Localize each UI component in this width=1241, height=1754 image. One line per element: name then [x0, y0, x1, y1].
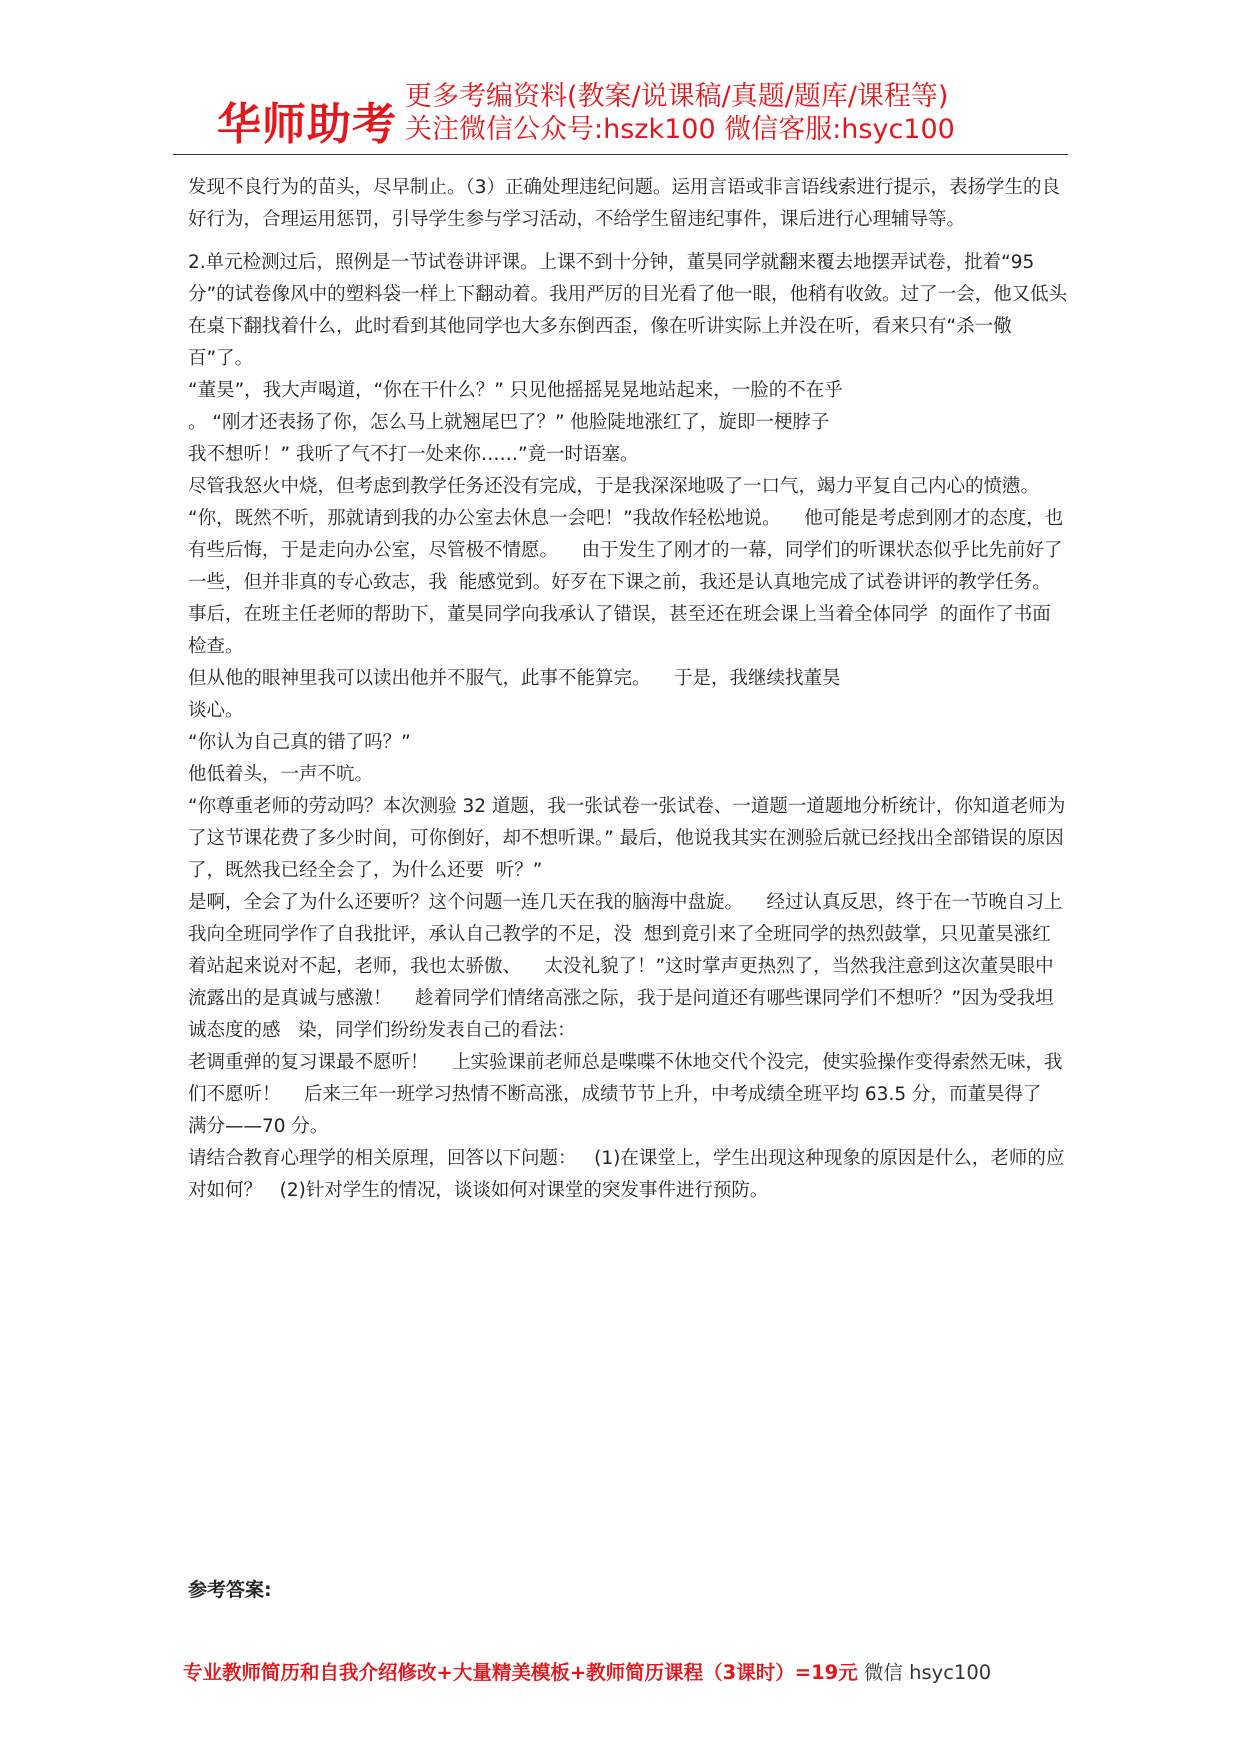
page-header — [205, 78, 1065, 158]
paragraph: 但从他的眼神里我可以读出他并不服气，此事不能算完。 于是，我继续找董昊 — [188, 668, 841, 689]
header-divider — [173, 154, 1068, 155]
question-paragraph: 2.单元检测过后，照例是一节试卷讲评课。上课不到十分钟，董昊同学就翻来覆去地摆弄试卷，批着“95 分”的试卷像风中的塑料袋一样上下翻动着。我用严厉的目光看了他一眼，他稍有收敛。过了一会，他又低头在桌下翻找着什么，此时看到其他同学也大多东倒西歪，像在听讲实际上并没在听，看来只有“杀一儆百”了。 — [188, 252, 1068, 369]
paragraph: “你认为自己真的错了吗？” — [188, 732, 411, 753]
paragraph: 。 “刚才还表扬了你，怎么马上就翘尾巴了？” 他脸陡地涨红了，旋即一梗脖子 — [188, 412, 830, 433]
paragraph: “你尊重老师的劳动吗？本次测验 32 道题，我一张试卷一张试卷、一道题一道题地分析统计，你知道老师为了这节课花费了多少时间，可你倒好，却不想听课。” 最后，他说我其实在测验后就已经找出全部错误的原因了，既然我已经全会了，为什么还要 听？” — [188, 796, 1066, 881]
paragraph: 我不想听！” 我听了气不打一处来你……”竟一时语塞。 — [188, 444, 639, 465]
paragraph: 谈心。 — [188, 700, 244, 721]
page-footer — [183, 1657, 991, 1685]
answer-label: 参考答案: — [188, 1579, 272, 1601]
paragraph: 尽管我怒火中烧，但考虑到教学任务还没有完成，于是我深深地吸了一口气，竭力平复自己内心的愤懑。 — [188, 476, 1040, 497]
footer-promo: 专业教师简历和自我介绍修改+大量精美模板+教师简历课程（3课时）=19元 — [183, 1661, 858, 1684]
paragraph: 他低着头，一声不吭。 — [188, 764, 374, 785]
document-body — [188, 172, 1075, 1207]
header-tagline — [405, 80, 955, 146]
paragraph: 老调重弹的复习课最不愿听！ 上实验课前老师总是喋喋不休地交代个没完，使实验操作变得索然无味，我们不愿听！ 后来三年一班学习热情不断高涨，成绩节节上升，中考成绩全班平均 63.5 分，而董昊得了 满分——70 分。 — [188, 1052, 1063, 1137]
tagline-line-1: 更多考编资料(教案/说课稿/真题/题库/课程等) — [405, 81, 949, 112]
question-prompt: 请结合教育心理学的相关原理，回答以下问题： (1)在课堂上，学生出现这种现象的原因是什么，老师的应对如何？ (2)针对学生的情况，谈谈如何对课堂的突发事件进行预防。 — [188, 1148, 1065, 1201]
paragraph: 是啊，全会了为什么还要听？这个问题一连几天在我的脑海中盘旋。 经过认真反思，终于在一节晚自习上我向全班同学作了自我批评，承认自己教学的不足，没 想到竟引来了全班同学的热烈鼓掌，只见董昊涨红着站起来说对不起，老师，我也太骄傲、 太没礼貌了！”这时掌声更热烈了，当然我注意到这次董昊眼中流露出的是真诚与感激！ 趁着同学们情绪高涨之际，我于是问道还有哪些课同学们不想听？”因为受我坦诚态度的感 染，同学们纷纷发表自己的看法： — [188, 892, 1063, 1041]
paragraph: “你，既然不听，那就请到我的办公室去休息一会吧！”我故作轻松地说。 他可能是考虑到刚才的态度，也有些后悔，于是走向办公室，尽管极不情愿。 由于发生了刚才的一幕，同学们的听课状态似乎比先前好了一些，但并非真的专心致志，我 能感觉到。好歹在下课之前，我还是认真地完成了试卷讲评的教学任务。 事后，在班主任老师的帮助下，董昊同学向我承认了错误，甚至还在班会课上当着全体同学 的面作了书面检查。 — [188, 508, 1075, 657]
footer-contact: 微信 hsyc100 — [857, 1661, 992, 1684]
tagline-line-2: 关注微信公众号:hszk100 微信客服:hsyc100 — [405, 114, 955, 145]
paragraph: 发现不良行为的苗头，尽早制止。（3）正确处理违纪问题。运用言语或非言语线索进行提示，表扬学生的良好行为，合理运用惩罚，引导学生参与学习活动，不给学生留违纪事件，课后进行心理辅导等。 — [188, 177, 1061, 230]
paragraph: “董昊”，我大声喝道，“你在干什么？” 只见他摇摇晃晃地站起来，一脸的不在乎 — [188, 380, 843, 401]
brand-logo: 华师助考 — [217, 99, 397, 150]
